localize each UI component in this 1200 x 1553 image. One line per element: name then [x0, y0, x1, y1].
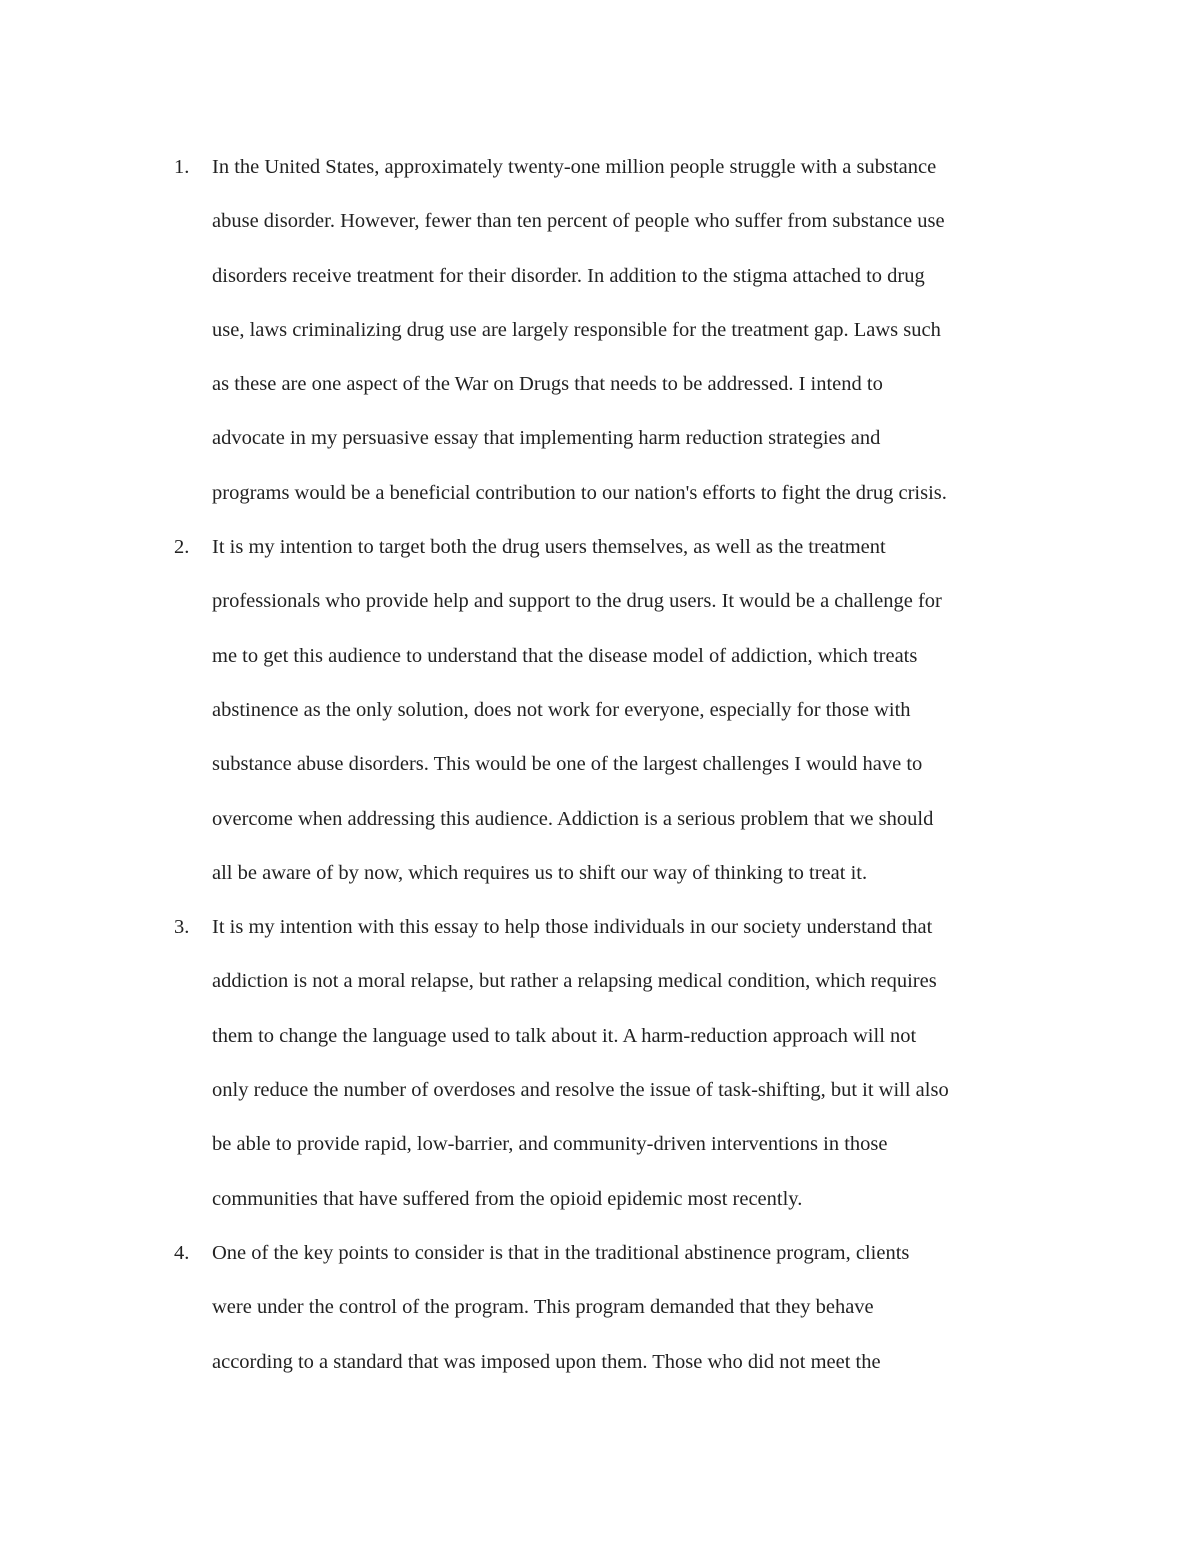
- numbered-list: [0, 140, 1200, 1389]
- list-item: [0, 140, 1200, 520]
- text-line: use, laws criminalizing drug use are largely responsible for the treatment gap. Laws such: [212, 318, 941, 341]
- list-item-number: 2.: [174, 536, 190, 559]
- text-line: One of the key points to consider is that in the traditional abstinence program, clients: [212, 1241, 910, 1264]
- text-line: communities that have suffered from the opioid epidemic most recently.: [212, 1187, 803, 1210]
- text-line: be able to provide rapid, low-barrier, and community-driven interventions in those: [212, 1133, 888, 1156]
- text-line: abstinence as the only solution, does not work for everyone, especially for those with: [212, 698, 911, 721]
- text-line: In the United States, approximately twenty-one million people struggle with a substance: [212, 156, 937, 178]
- text-line: only reduce the number of overdoses and resolve the issue of task-shifting, but it will also: [212, 1079, 949, 1102]
- text-line: according to a standard that was imposed upon them. Those who did not meet the: [212, 1350, 881, 1373]
- text-line: disorders receive treatment for their disorder. In addition to the stigma attached to drug: [212, 264, 925, 287]
- text-line: were under the control of the program. This program demanded that they behave: [212, 1296, 874, 1319]
- text-line: substance abuse disorders. This would be one of the largest challenges I would have to: [212, 753, 923, 776]
- list-item-number: 1.: [174, 156, 190, 178]
- text-line: them to change the language used to talk about it. A harm-reduction approach will not: [212, 1024, 917, 1047]
- text-line: It is my intention with this essay to help those individuals in our society understand that: [212, 916, 933, 939]
- text-line: as these are one aspect of the War on Drugs that needs to be addressed. I intend to: [212, 373, 883, 396]
- text-line: overcome when addressing this audience. Addiction is a serious problem that we should: [212, 807, 934, 830]
- list-item: [0, 520, 1200, 900]
- text-line: abuse disorder. However, fewer than ten percent of people who suffer from substance use: [212, 210, 945, 233]
- text-line: addiction is not a moral relapse, but rather a relapsing medical condition, which requires: [212, 970, 937, 993]
- list-item: [0, 900, 1200, 1226]
- list-item-number: 4.: [174, 1241, 190, 1264]
- list-item-number: 3.: [174, 916, 190, 939]
- text-line: all be aware of by now, which requires us to shift our way of thinking to treat it.: [212, 861, 868, 884]
- text-line: advocate in my persuasive essay that implementing harm reduction strategies and: [212, 427, 881, 450]
- text-line: professionals who provide help and support to the drug users. It would be a challenge for: [212, 590, 942, 613]
- text-line: programs would be a beneficial contribution to our nation's efforts to fight the drug crisis.: [212, 481, 947, 504]
- text-line: me to get this audience to understand that the disease model of addiction, which treats: [212, 644, 918, 667]
- text-line: It is my intention to target both the drug users themselves, as well as the treatment: [212, 536, 886, 559]
- list-item: [0, 1226, 1200, 1389]
